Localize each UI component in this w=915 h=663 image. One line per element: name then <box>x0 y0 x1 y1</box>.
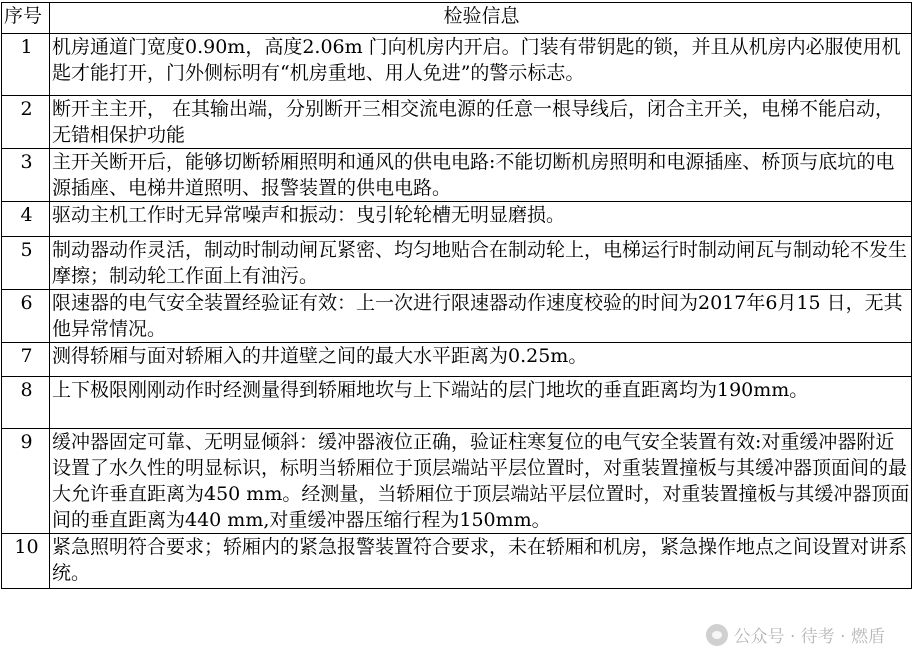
row-number: 4 <box>2 202 50 237</box>
table-row <box>2 429 912 534</box>
inspection-table <box>1 2 912 589</box>
header-info: 检验信息 <box>50 3 912 34</box>
row-info: 机房通道门宽度0.90m，高度2.06m 门向机房内开启。门装有带钥匙的锁，并且从机房内必服使用机匙才能打开，门外侧标明有“机房重地、用人免进”的警示标志。 <box>50 34 912 96</box>
row-info: 主开关断开后，能够切断轿厢照明和通风的供电电路:不能切断机房照明和电源插座、桥顶与底坑的电源插座、电梯井道照明、报警装置的供电电路。 <box>50 149 912 202</box>
table-row <box>2 290 912 343</box>
row-info: 缓冲器固定可靠、无明显倾斜：缓冲器液位正确，验证柱寒复位的电气安全装置有效:对重缓冲器附近设置了水久性的明显标识，标明当轿厢位于顶层端站平层位置时，对重装置撞板与其缓冲器顶面间的最大允许垂直距离为450 mm。经测量，当轿厢位于顶层端站平层位置时，对重装置撞板与其缓冲器顶面间的垂直距离为440 mm,对重缓冲器压缩行程为150mm。 <box>50 429 912 534</box>
row-info: 紧急照明符合要求；轿厢内的紧急报警装置符合要求，未在轿厢和机房，紧急操作地点之间设置对讲系统。 <box>50 534 912 589</box>
row-number: 6 <box>2 290 50 343</box>
row-number: 9 <box>2 429 50 534</box>
row-info: 驱动主机工作时无异常噪声和振动：曳引轮轮槽无明显磨损。 <box>50 202 912 237</box>
table-row <box>2 96 912 149</box>
row-number: 7 <box>2 343 50 377</box>
row-info: 制动器动作灵活，制动时制动闸瓦紧密、均匀地贴合在制动轮上，电梯运行时制动闸瓦与制动轮不发生摩擦；制动轮工作面上有油污。 <box>50 237 912 290</box>
table-row <box>2 534 912 589</box>
row-number: 1 <box>2 34 50 96</box>
row-info: 测得轿厢与面对轿厢入的井道壁之间的最大水平距离为0.25m。 <box>50 343 912 377</box>
table-row <box>2 343 912 377</box>
row-number: 10 <box>2 534 50 589</box>
row-info: 断开主主开， 在其输出端，分别断开三相交流电源的任意一根导线后，闭合主开关，电梯不能启动，无错相保护功能 <box>50 96 912 149</box>
table-row <box>2 377 912 429</box>
table-row <box>2 149 912 202</box>
row-number: 3 <box>2 149 50 202</box>
row-number: 2 <box>2 96 50 149</box>
row-info: 限速器的电气安全装置经验证有效：上一次进行限速器动作速度校验的时间为2017年6月15 日，无其他异常情况。 <box>50 290 912 343</box>
row-info: 上下极限刚刚动作时经测量得到轿厢地坎与上下端站的层门地坎的垂直距离均为190mm。 <box>50 377 912 429</box>
header-seq: 序号 <box>2 3 50 34</box>
table-row <box>2 237 912 290</box>
table-row <box>2 202 912 237</box>
wechat-icon <box>706 624 728 646</box>
row-number: 8 <box>2 377 50 429</box>
watermark <box>706 622 885 647</box>
table-row <box>2 34 912 96</box>
row-number: 5 <box>2 237 50 290</box>
header-row <box>2 3 912 34</box>
watermark-text: 公众号 · 待考 · 燃盾 <box>733 627 885 647</box>
